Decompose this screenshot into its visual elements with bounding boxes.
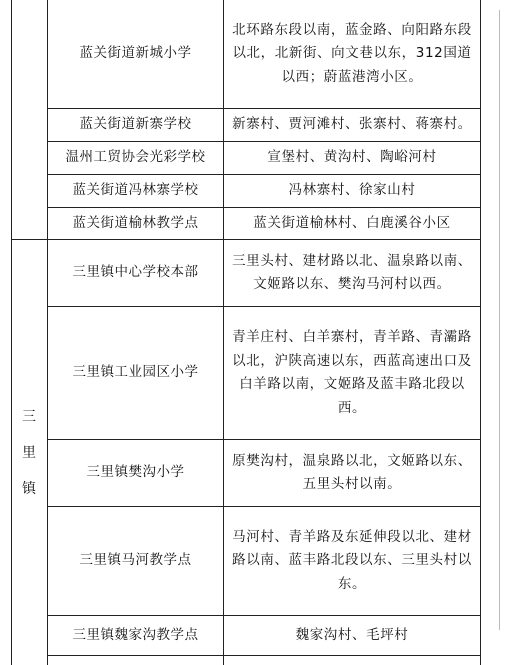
town-char: 三 xyxy=(22,408,36,425)
school-name: 蓝关街道新城小学 xyxy=(79,45,192,62)
school-name: 温州工贸协会光彩学校 xyxy=(65,149,206,166)
catchment-area: 三里头村、建材路以北、温泉路以南、文姬路以东、樊沟马河村以西。 xyxy=(232,252,472,292)
school-name: 三里镇中心学校本部 xyxy=(72,264,199,281)
town-char: 里 xyxy=(22,444,36,461)
row-divider xyxy=(47,655,481,656)
catchment-area: 马河村、青羊路及东延伸段以北、建材路以南、蓝丰路北段以东、三里头村以东。 xyxy=(232,528,472,592)
table-border-right xyxy=(480,0,481,665)
school-name: 蓝关街道榆林教学点 xyxy=(72,214,199,231)
catchment-area: 魏家沟村、毛坪村 xyxy=(295,626,409,643)
town-label xyxy=(11,240,47,665)
school-name: 三里镇樊沟小学 xyxy=(86,464,185,481)
school-name: 三里镇魏家沟教学点 xyxy=(72,626,199,643)
catchment-area: 原樊沟村，温泉路以北，文姬路以东、五里头村以南。 xyxy=(232,452,472,492)
school-name: 蓝关街道冯林寨学校 xyxy=(72,182,199,199)
catchment-area: 青羊庄村、白羊寨村，青羊路、青灞路以北，沪陕高速以东，西蓝高速出口及白羊路以南，文姬路及蓝丰路北段以西。 xyxy=(232,329,472,416)
catchment-area: 北环路东段以南，蓝金路、向阳路东段以北，北新街、向文巷以东，312国道以西；蔚蓝港湾小区。 xyxy=(232,21,472,85)
school-name: 蓝关街道新寨学校 xyxy=(79,116,192,133)
page-edge-mark xyxy=(499,10,500,630)
catchment-area: 冯林寨村、徐家山村 xyxy=(288,182,416,199)
catchment-area: 宣堡村、黄沟村、陶峪河村 xyxy=(267,149,437,166)
catchment-area: 新寨村、贾河滩村、张寨村、蒋寨村。 xyxy=(232,116,472,133)
school-name: 三里镇工业园区小学 xyxy=(72,364,199,381)
school-name: 三里镇马河教学点 xyxy=(79,552,192,569)
town-char: 镇 xyxy=(22,480,36,497)
catchment-area: 蓝关街道榆林村、白鹿溪谷小区 xyxy=(253,214,451,231)
